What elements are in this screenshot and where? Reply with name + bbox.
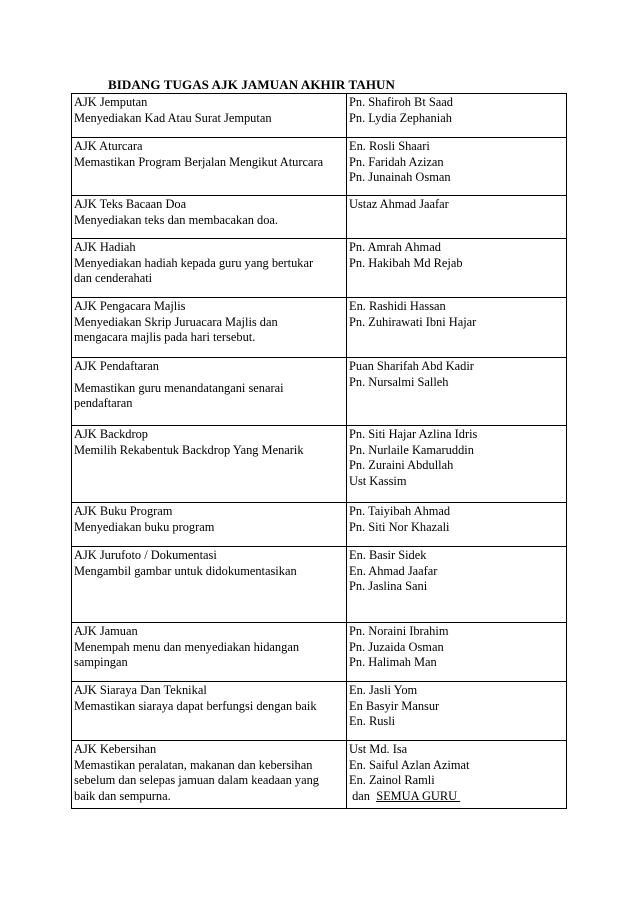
task-cell [72, 426, 347, 503]
member-name: En. Rashidi Hassan [349, 299, 446, 313]
task-cell [72, 358, 347, 426]
member-name: Pn. Zuraini Abdullah [349, 458, 454, 472]
committee-name: AJK Jamuan [74, 624, 138, 638]
committee-name: AJK Teks Bacaan Doa [74, 197, 187, 211]
member-name: Puan Sharifah Abd Kadir [349, 359, 474, 373]
page-title: BIDANG TUGAS AJK JAMUAN AKHIR TAHUN [108, 77, 396, 92]
task-cell [72, 138, 347, 196]
member-name: Pn. Taiyibah Ahmad [349, 504, 451, 518]
member-name: Pn. Siti Nor Khazali [349, 519, 450, 534]
committee-name: AJK Kebersihan [74, 742, 157, 756]
task-cell [72, 547, 347, 623]
committee-name: AJK Jurufoto / Dokumentasi [74, 548, 217, 562]
member-name: Pn. Nursalmi Salleh [349, 374, 449, 389]
member-name: En. Rosli Shaari [349, 139, 430, 153]
task-cell [72, 503, 347, 547]
member-name: En. Zainol Ramli [349, 773, 435, 787]
duty-line: Menyediakan buku program [74, 519, 215, 534]
table-row [72, 196, 567, 239]
duty-line: Memastikan Program Berjalan Mengikut Aturcara [74, 154, 324, 169]
committee-name: AJK Jemputan [74, 95, 148, 109]
member-name: Pn. Amrah Ahmad [349, 240, 441, 254]
committee-name: AJK Pendaftaran [74, 359, 159, 373]
duty-line: sampingan [74, 655, 128, 669]
task-cell [72, 239, 347, 298]
table-row [72, 503, 567, 547]
member-name: Pn. Zuhirawati Ibni Hajar [349, 314, 477, 329]
duty-line: Memastikan peralatan, makanan dan kebersihan [74, 757, 313, 772]
member-name: En. Saiful Azlan Azimat [349, 757, 470, 772]
duty-line: Mengambil gambar untuk didokumentasikan [74, 563, 297, 578]
table-row [72, 239, 567, 298]
members-cell [347, 682, 567, 741]
member-name: Pn. Faridah Azizan [349, 154, 444, 169]
task-cell [72, 94, 347, 138]
duty-line: Menempah menu dan menyediakan hidangan [74, 639, 300, 654]
duty-line: Menyediakan Kad Atau Surat Jemputan [74, 110, 272, 125]
committee-name: AJK Buku Program [74, 504, 173, 518]
member-name: Ust Kassim [349, 473, 407, 488]
task-cell [72, 298, 347, 358]
member-name: Pn. Siti Hajar Azlina Idris [349, 427, 478, 441]
members-cell [347, 426, 567, 503]
duty-line: Menyediakan teks dan membacakan doa. [74, 212, 279, 227]
members-cell [347, 358, 567, 426]
member-name: Pn. Juzaida Osman [349, 639, 444, 654]
members-cell [347, 94, 567, 138]
task-cell [72, 196, 347, 239]
member-prefix: dan [349, 788, 377, 803]
member-name-last [349, 789, 566, 805]
member-name: Pn. Shafiroh Bt Saad [349, 95, 453, 109]
member-name: Pn. Junainah Osman [349, 170, 451, 184]
duty-line: Memilih Rekabentuk Backdrop Yang Menarik [74, 442, 304, 457]
member-name: Pn. Jaslina Sani [349, 579, 428, 593]
duty-line: Menyediakan Skrip Juruacara Majlis dan [74, 314, 278, 329]
table-row [72, 358, 567, 426]
member-name: Pn. Noraini Ibrahim [349, 624, 449, 638]
member-name: Ustaz Ahmad Jaafar [349, 197, 449, 211]
duty-line: mengacara majlis pada hari tersebut. [74, 330, 256, 344]
members-cell [347, 196, 567, 239]
task-cell [72, 623, 347, 682]
members-cell [347, 298, 567, 358]
member-name: Pn. Halimah Man [349, 655, 437, 669]
committee-name: AJK Backdrop [74, 427, 148, 441]
duty-table [71, 93, 567, 809]
committee-name: AJK Aturcara [74, 139, 143, 153]
committee-name: AJK Pengacara Majlis [74, 299, 186, 313]
duty-line: Menyediakan hadiah kepada guru yang bertukar [74, 255, 314, 270]
duty-line: Memastikan guru menandatangani senarai [74, 380, 284, 395]
members-cell [347, 741, 567, 809]
table-row [72, 138, 567, 196]
table-row [72, 94, 567, 138]
committee-name: AJK Siaraya Dan Teknikal [74, 683, 207, 697]
member-name: En. Rusli [349, 714, 396, 728]
all-teachers-text: SEMUA GURU [376, 788, 461, 803]
member-name: En. Basir Sidek [349, 548, 427, 562]
member-name: En Basyir Mansur [349, 698, 440, 713]
duty-line: sebelum dan selepas jamuan dalam keadaan yang [74, 773, 319, 787]
committee-name: AJK Hadiah [74, 240, 136, 254]
member-name: Pn. Nurlaile Kamaruddin [349, 442, 474, 457]
task-cell [72, 682, 347, 741]
table-row [72, 547, 567, 623]
duty-line: dan cenderahati [74, 271, 153, 285]
table-row [72, 426, 567, 503]
members-cell [347, 138, 567, 196]
members-cell [347, 503, 567, 547]
member-name: En. Ahmad Jaafar [349, 563, 438, 578]
member-name: En. Jasli Yom [349, 683, 418, 697]
members-cell [347, 239, 567, 298]
table-row [72, 682, 567, 741]
task-cell [72, 741, 347, 809]
duty-line: Memastikan siaraya dapat berfungsi dengan baik [74, 698, 317, 713]
table-row [72, 623, 567, 682]
table-row [72, 298, 567, 358]
member-name: Pn. Lydia Zephaniah [349, 110, 452, 125]
member-name: Pn. Hakibah Md Rejab [349, 255, 463, 270]
members-cell [347, 547, 567, 623]
table-row [72, 741, 567, 809]
duty-line: pendaftaran [74, 396, 133, 410]
members-cell [347, 623, 567, 682]
member-name: Ust Md. Isa [349, 742, 408, 756]
duty-line: baik dan sempurna. [74, 788, 171, 803]
